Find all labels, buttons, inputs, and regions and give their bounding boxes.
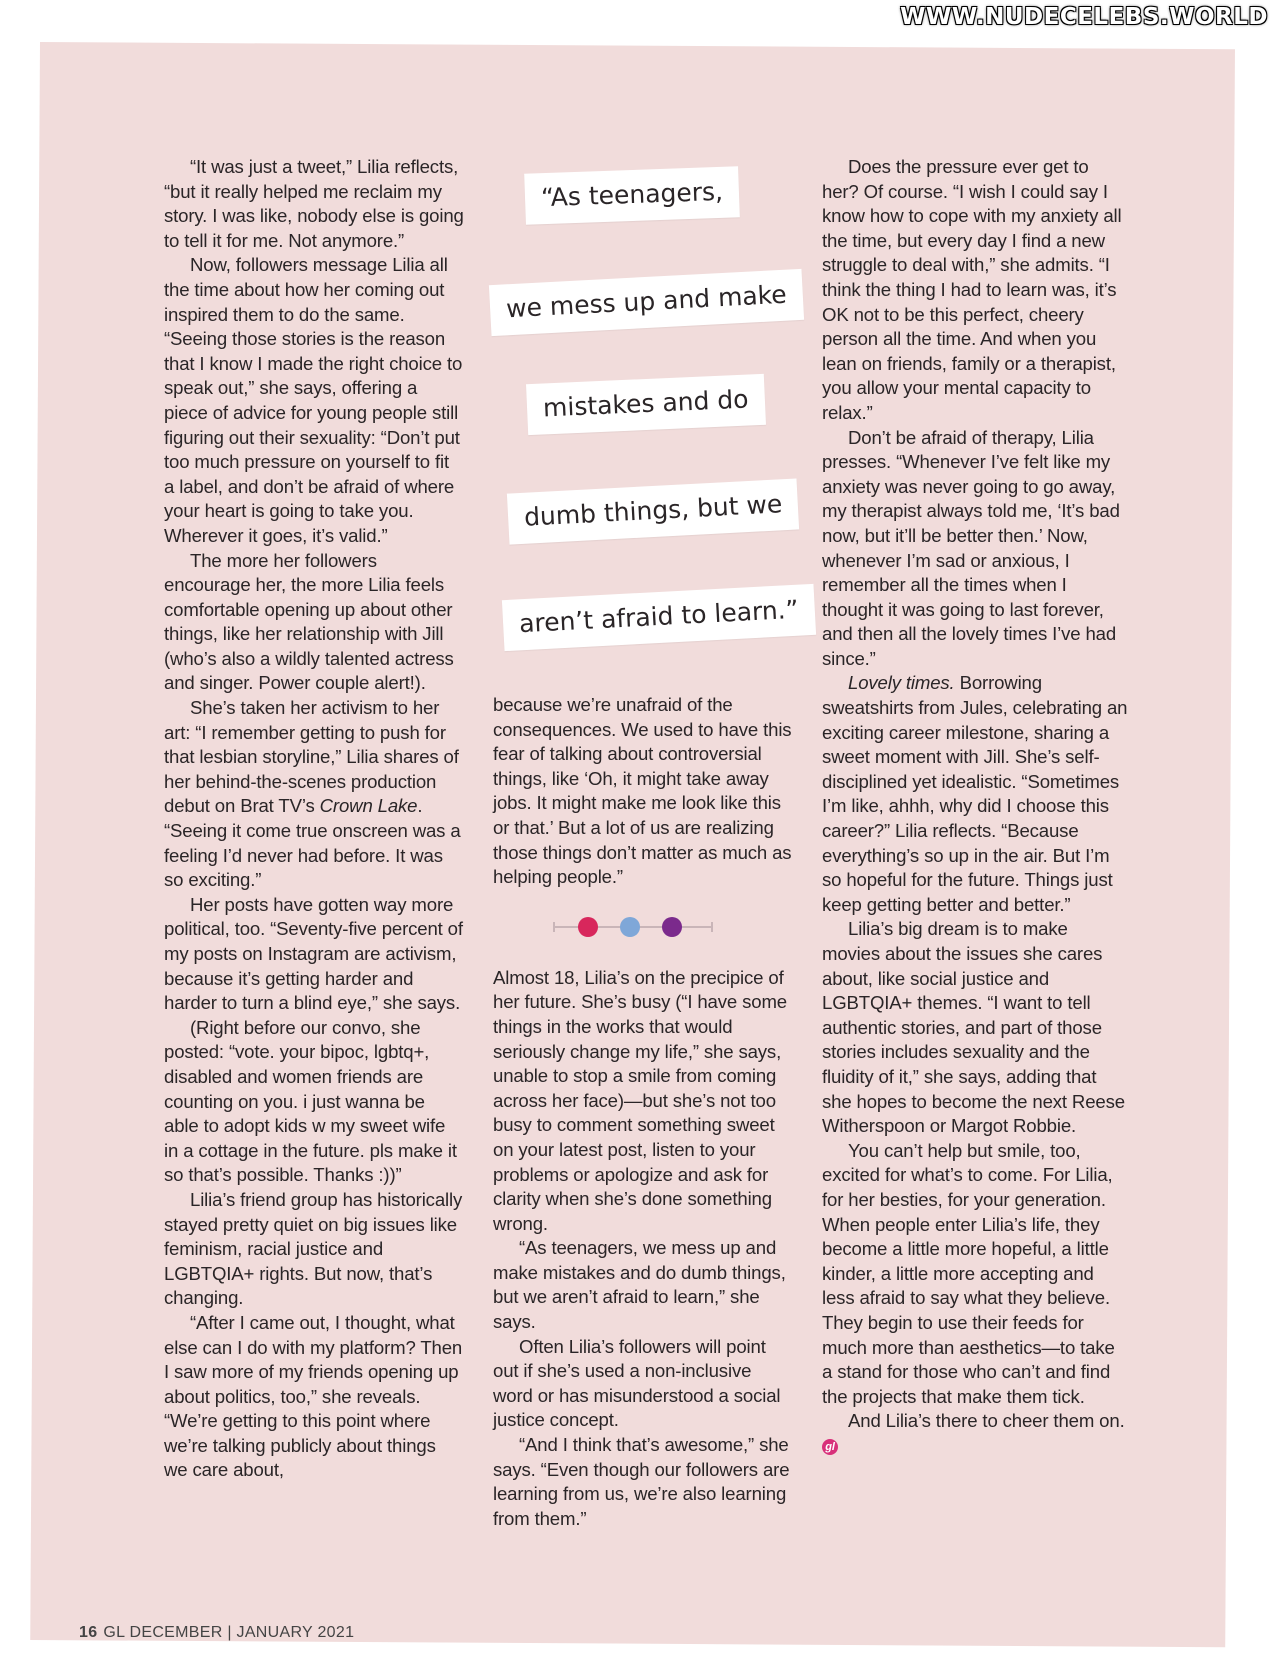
section-divider xyxy=(553,915,713,939)
issue-label: GL DECEMBER | JANUARY 2021 xyxy=(103,1624,355,1641)
paragraph: Lilia’s friend group has historically stayed pretty quiet on big issues like feminism, racial justice and LGBTQIA+ rights. But now, that’s changing. xyxy=(164,1188,463,1309)
paragraph: because we’re unafraid of the consequences. We used to have this fear of talking about controversial things, like ‘Oh, it might take away jobs. It might make me look like this or that.’ But a lot of us are realizing those things don’t matter as much as helping people.” xyxy=(493,694,792,888)
pull-quote-line: mistakes and do xyxy=(526,374,766,435)
paragraph: Almost 18, Lilia’s on the precipice of her future. She’s busy (“I have some things in the works that would seriously change my life,” she says, unable to stop a smile from coming across her face)—but she’s not too busy to comment something sweet on your latest post, listen to your problems or apologize and ask for clarity when she’s done something wrong. xyxy=(493,966,787,1234)
article-column-1 xyxy=(164,155,464,1483)
paragraph xyxy=(822,671,1128,917)
divider-cap xyxy=(553,922,555,932)
paragraph: “And I think that’s awesome,” she says. “Even though our followers are learning from us, we’re also learning from them.” xyxy=(493,1434,790,1529)
paragraph xyxy=(822,1409,1128,1458)
divider-cap xyxy=(711,922,713,932)
blue-dot-icon xyxy=(620,917,640,937)
pull-quote-line: dumb things, but we xyxy=(507,478,800,544)
pull-quote-line: aren’t afraid to learn.” xyxy=(502,584,816,651)
pull-quote-line: we mess up and make xyxy=(489,269,804,336)
paragraph: Often Lilia’s followers will point out if she’s used a non-inclusive word or has misunderstood a social justice concept. xyxy=(493,1335,781,1431)
purple-dot-icon xyxy=(662,917,682,937)
paragraph: “It was just a tweet,” Lilia reflects, “but it really helped me reclaim my story. I was like, nobody else is going to tell it for me. Not anymore.” xyxy=(164,156,464,251)
paragraph: Her posts have gotten way more political, too. “Seventy-five percent of my posts on Instagram are activism, because it’s getting harder and harder to turn a blind eye,” she says. xyxy=(164,893,463,1014)
paragraph: Now, followers message Lilia all the time about how her coming out inspired them to do the same. “Seeing those stories is the reason that I know I made the right choice to speak out,” she says, offering a piece of advice for young people still figuring out their sexuality: “Don’t put too much pressure on yourself to fit a label, and don’t be afraid of where your heart is going to take you. Wherever it goes, it’s valid.” xyxy=(164,254,463,546)
show-title: Crown Lake xyxy=(319,795,418,817)
paragraph: Lilia’s big dream is to make movies about the issues she cares about, like social justice and LGBTQIA+ themes. “I want to tell authentic stories, and part of those stories includes sexuality and the fluidity of it,” she says, adding that she hopes to become the next Reese Witherspoon or Margot Robbie. xyxy=(822,918,1125,1137)
article-column-2 xyxy=(493,693,793,1531)
paragraph: You can’t help but smile, too, excited for what’s to come. For Lilia, for her besties, for your generation. When people enter Lilia’s life, they become a little more hopeful, a little kinder, a little more accepting and less afraid to say what they believe. They begin to use their feeds for much more than aesthetics—to take a stand for those who can’t and find the projects that make them tick. xyxy=(822,1139,1115,1407)
page-number: 16 xyxy=(79,1624,98,1641)
text-run: She’s taken her activism to her art: “I remember getting to push for that lesbian storyline,” Lilia shares of her behind-the-scenes production debut on Brat TV’s xyxy=(164,697,459,817)
article-column-3 xyxy=(822,155,1128,1458)
paragraph: “After I came out, I thought, what else can I do with my platform? Then I saw more of my friends opening up about politics, too,” she reveals. “We’re getting to this point where we’re talking publicly about things we care about, xyxy=(164,1311,463,1481)
text-run: . “Seeing it come true onscreen was a feeling I’d never had before. It was so exciting.” xyxy=(164,795,461,891)
paragraph: (Right before our convo, she posted: “vote. your bipoc, lgbtq+, disabled and women friends are counting on you. i just wanna be able to adopt kids w my sweet wife in a cottage in the future. pls make it so that’s possible. Thanks :))” xyxy=(164,1016,457,1186)
paragraph: The more her followers encourage her, the more Lilia feels comfortable opening up about other things, like her relationship with Jill (who’s also a wildly talented actress and singer. Power couple alert!). xyxy=(164,549,454,694)
paragraph: Don’t be afraid of therapy, Lilia presses. “Whenever I’ve felt like my anxiety was never going to go away, my therapist always told me, ‘It’s bad now, but it’ll be better then.’ Now, whenever I’m sad or anxious, I remember all the times when I thought it was going to last forever, and then all the lovely times I’ve had since.” xyxy=(822,426,1120,669)
text-run: Borrowing sweatshirts from Jules, celebrating an exciting career milestone, sharing a sweet moment with Jill. She’s self-disciplined yet idealistic. “Sometimes I’m like, ahhh, why did I choose this career?” Lilia reflects. “Because everything’s so up in the air. But I’m so hopeful for the future. Things just keep getting better and better.” xyxy=(822,672,1128,915)
page-folio xyxy=(79,1624,354,1642)
text-run: And Lilia’s there to cheer them on. xyxy=(848,1410,1125,1432)
paragraph: Does the pressure ever get to her? Of course. “I wish I could say I know how to cope with my anxiety all the time, but every day I find a new struggle to deal with,” she admits. “I think the thing I had to learn was, it’s OK not to be this perfect, cheery person all the time. And when you lean on friends, family or a therapist, you allow your mental capacity to relax.” xyxy=(822,156,1122,423)
pink-dot-icon xyxy=(578,917,598,937)
gl-logo-icon: gl xyxy=(822,1439,838,1455)
paragraph xyxy=(164,696,464,893)
watermark-text: WWW.NUDECELEBS.WORLD xyxy=(900,4,1268,30)
text-run-italic: Lovely times. xyxy=(848,672,955,694)
paragraph: “As teenagers, we mess up and make mistakes and do dumb things, but we aren’t afraid to learn,” she says. xyxy=(493,1237,786,1333)
pull-quote-line: “As teenagers, xyxy=(524,166,740,224)
